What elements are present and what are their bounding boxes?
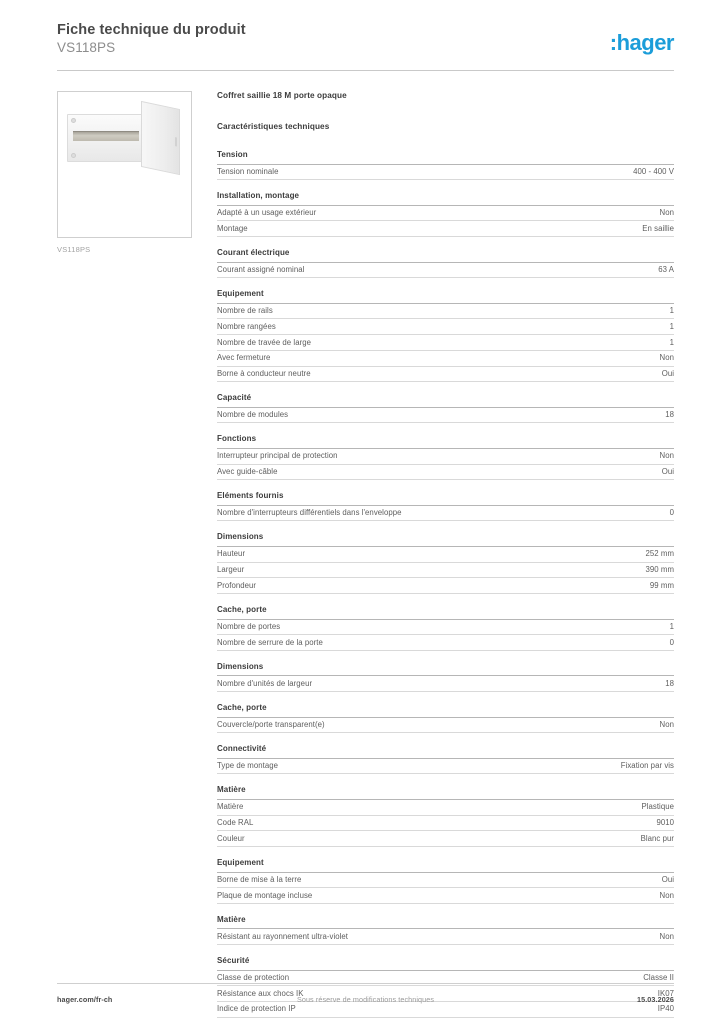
spec-row-value: Non	[659, 719, 674, 729]
spec-row	[217, 563, 674, 579]
spec-row-label: Résistant au rayonnement ultra-violet	[217, 931, 348, 941]
footer-divider	[57, 983, 674, 984]
spec-group	[217, 956, 674, 1018]
spec-group-title: Connectivité	[217, 744, 674, 759]
spec-row-value: Fixation par vis	[620, 761, 674, 771]
spec-row-value: IK07	[657, 988, 674, 998]
spec-row-label: Avec fermeture	[217, 353, 271, 363]
spec-group	[217, 532, 674, 594]
spec-group	[217, 703, 674, 733]
spec-row	[217, 408, 674, 424]
spec-row-value: 18	[665, 678, 674, 688]
spec-group	[217, 744, 674, 774]
spec-row-label: Montage	[217, 223, 248, 233]
spec-row-value: IP40	[657, 1004, 674, 1014]
spec-group-title: Cache, porte	[217, 605, 674, 620]
spec-row-value: 390 mm	[645, 565, 674, 575]
spec-row	[217, 319, 674, 335]
page-header	[57, 22, 674, 70]
spec-row-value: 1	[669, 621, 674, 631]
spec-row-label: Nombre de portes	[217, 621, 281, 631]
spec-group	[217, 248, 674, 278]
spec-row-label: Matière	[217, 802, 244, 812]
spec-row-label: Code RAL	[217, 818, 254, 828]
spec-group-title: Eléments fournis	[217, 491, 674, 506]
product-name: Coffret saillie 18 M porte opaque	[217, 91, 347, 100]
spec-row-label: Nombre rangées	[217, 321, 276, 331]
spec-row-value: Non	[659, 353, 674, 363]
spec-row-label: Nombre de rails	[217, 306, 273, 316]
spec-row	[217, 816, 674, 832]
spec-row-value: Oui	[661, 466, 674, 476]
spec-row	[217, 547, 674, 563]
spec-row-value: Classe II	[643, 972, 674, 982]
product-photo	[57, 91, 192, 238]
spec-section-heading: Caractéristiques techniques	[217, 122, 330, 131]
spec-row-value: En saillie	[642, 223, 674, 233]
enclosure-body-icon	[67, 114, 144, 162]
spec-row-value: Non	[659, 208, 674, 218]
spec-group-title: Dimensions	[217, 532, 674, 547]
spec-group-title: Equipement	[217, 289, 674, 304]
spec-row-label: Nombre d'interrupteurs différentiels dans l'enveloppe	[217, 508, 402, 518]
spec-row-label: Classe de protection	[217, 972, 290, 982]
spec-group	[217, 785, 674, 847]
spec-row-value: Non	[659, 890, 674, 900]
spec-row	[217, 506, 674, 522]
spec-row-value: 63 A	[658, 264, 674, 274]
spec-group	[217, 393, 674, 423]
spec-row	[217, 449, 674, 465]
spec-row-label: Largeur	[217, 565, 245, 575]
spec-row-label: Profondeur	[217, 580, 257, 590]
page-title: Fiche technique du produit	[57, 22, 246, 38]
din-rail-icon	[73, 131, 139, 141]
spec-group-title: Fonctions	[217, 434, 674, 449]
spec-row-value: Blanc pur	[640, 833, 674, 843]
spec-row	[217, 304, 674, 320]
screw-icon	[71, 153, 76, 158]
spec-row-value: Non	[659, 931, 674, 941]
enclosure-door-icon	[141, 101, 180, 175]
spec-row	[217, 888, 674, 904]
spec-group-title: Courant électrique	[217, 248, 674, 263]
spec-row-label: Nombre de travée de large	[217, 337, 311, 347]
spec-row-label: Nombre d'unités de largeur	[217, 678, 313, 688]
spec-row-label: Hauteur	[217, 549, 246, 559]
spec-row-label: Couvercle/porte transparent(e)	[217, 719, 325, 729]
spec-row	[217, 351, 674, 367]
spec-row-value: Plastique	[641, 802, 674, 812]
spec-group-title: Installation, montage	[217, 191, 674, 206]
spec-row	[217, 335, 674, 351]
spec-row-label: Couleur	[217, 833, 245, 843]
header-divider	[57, 70, 674, 71]
spec-row	[217, 620, 674, 636]
spec-row-label: Borne de mise à la terre	[217, 874, 302, 884]
spec-row-label: Plaque de montage incluse	[217, 890, 313, 900]
spec-row-label: Adapté à un usage extérieur	[217, 208, 317, 218]
spec-row-value: 252 mm	[645, 549, 674, 559]
spec-row-value: 99 mm	[649, 580, 674, 590]
spec-group-title: Sécurité	[217, 956, 674, 971]
door-handle-icon	[175, 137, 177, 146]
spec-group	[217, 605, 674, 651]
spec-group	[217, 289, 674, 382]
spec-group-title: Capacité	[217, 393, 674, 408]
spec-row-label: Borne à conducteur neutre	[217, 368, 311, 378]
spec-group	[217, 150, 674, 180]
spec-row	[217, 367, 674, 383]
spec-row	[217, 759, 674, 775]
spec-row-value: Oui	[661, 368, 674, 378]
spec-row-value: 1	[669, 306, 674, 316]
spec-group-title: Dimensions	[217, 662, 674, 677]
specification-section	[217, 91, 674, 1029]
spec-row	[217, 221, 674, 237]
screw-icon	[71, 118, 76, 123]
spec-group-title: Cache, porte	[217, 703, 674, 718]
spec-row-value: 0	[669, 508, 674, 518]
spec-row-value: 1	[669, 321, 674, 331]
spec-row	[217, 929, 674, 945]
spec-row	[217, 718, 674, 734]
spec-row-label: Nombre de modules	[217, 410, 289, 420]
spec-row	[217, 831, 674, 847]
hager-logo: :hager	[609, 30, 674, 55]
title-block	[57, 22, 246, 56]
spec-row	[217, 465, 674, 481]
page-footer	[57, 995, 674, 1007]
spec-row	[217, 165, 674, 181]
spec-group	[217, 915, 674, 945]
product-image-panel	[57, 91, 192, 254]
spec-row-label: Type de montage	[217, 761, 279, 771]
spec-group-title: Matière	[217, 785, 674, 800]
spec-row-label: Tension nominale	[217, 166, 279, 176]
spec-row-label: Indice de protection IP	[217, 1004, 296, 1014]
spec-row-label: Avec guide-câble	[217, 466, 278, 476]
spec-row-value: Non	[659, 451, 674, 461]
spec-row-value: 1	[669, 337, 674, 347]
product-reference: VS118PS	[57, 40, 116, 55]
spec-row	[217, 578, 674, 594]
product-image-caption: VS118PS	[57, 245, 91, 254]
spec-row-value: Oui	[661, 874, 674, 884]
spec-row-label: Interrupteur principal de protection	[217, 451, 338, 461]
spec-group	[217, 662, 674, 692]
spec-row-value: 9010	[656, 818, 674, 828]
spec-group	[217, 191, 674, 237]
footer-disclaimer: Sous réserve de modifications techniques	[296, 995, 435, 1004]
spec-row-value: 18	[665, 410, 674, 420]
spec-group	[217, 858, 674, 904]
spec-row	[217, 635, 674, 651]
spec-row	[217, 206, 674, 222]
footer-date: 15.03.2026	[637, 995, 674, 1004]
spec-row	[217, 263, 674, 279]
spec-group-title: Equipement	[217, 858, 674, 873]
spec-row	[217, 873, 674, 889]
spec-row	[217, 676, 674, 692]
spec-row-label: Résistance aux chocs IK	[217, 988, 304, 998]
spec-group-title: Matière	[217, 915, 674, 930]
spec-row	[217, 800, 674, 816]
spec-group	[217, 434, 674, 480]
spec-row-value: 400 - 400 V	[633, 166, 674, 176]
spec-row-value: 0	[669, 637, 674, 647]
spec-row-label: Nombre de serrure de la porte	[217, 637, 323, 647]
spec-group-title: Tension	[217, 150, 674, 165]
spec-group	[217, 491, 674, 521]
spec-row-label: Courant assigné nominal	[217, 264, 305, 274]
footer-website[interactable]: hager.com/fr-ch	[57, 995, 113, 1004]
spec-groups	[217, 150, 674, 1018]
